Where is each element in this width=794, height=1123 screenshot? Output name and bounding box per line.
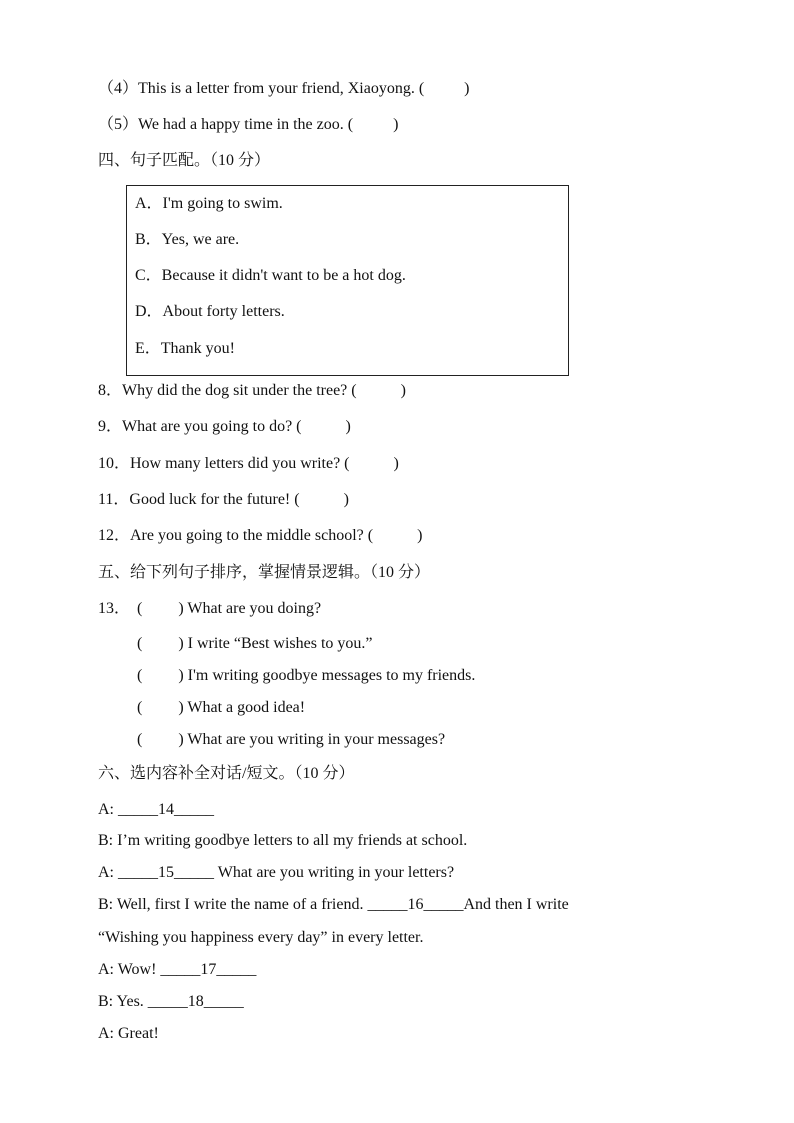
- options-box: [126, 185, 569, 376]
- option-e: E．Thank you!: [135, 340, 235, 357]
- dialogue-line: B: I’m writing goodbye letters to all my friends at school.: [98, 832, 468, 849]
- question-13-number: 13．: [98, 600, 131, 617]
- question-9: 9．What are you going to do? ( ): [98, 418, 351, 435]
- section-6-heading: 六、选内容补全对话/短文。（10 分）: [98, 765, 355, 782]
- dialogue-line: A: Great!: [98, 1025, 159, 1042]
- order-item-2: ( ) I write “Best wishes to you.”: [137, 635, 373, 652]
- section-5-heading: 五、给下列句子排序，掌握情景逻辑。（10 分）: [98, 564, 431, 581]
- question-item-5: （5）We had a happy time in the zoo. ( ): [98, 116, 399, 133]
- dialogue-line: A: _____14_____: [98, 801, 214, 818]
- order-item-1: ( ) What are you doing?: [137, 600, 322, 617]
- option-a: A．I'm going to swim.: [135, 195, 283, 212]
- option-c: C．Because it didn't want to be a hot dog.: [135, 267, 406, 284]
- option-d: D．About forty letters.: [135, 303, 285, 320]
- dialogue-line: A: Wow! _____17_____: [98, 961, 257, 978]
- dialogue-line: B: Well, first I write the name of a friend. _____16_____And then I write: [98, 896, 569, 913]
- question-8: 8．Why did the dog sit under the tree? ( ): [98, 382, 406, 399]
- dialogue-line: B: Yes. _____18_____: [98, 993, 244, 1010]
- order-item-4: ( ) What a good idea!: [137, 699, 306, 716]
- order-item-5: ( ) What are you writing in your messages?: [137, 731, 446, 748]
- question-12: 12．Are you going to the middle school? ( ): [98, 527, 423, 544]
- dialogue-line: “Wishing you happiness every day” in every letter.: [98, 929, 424, 946]
- order-item-3: ( ) I'm writing goodbye messages to my friends.: [137, 667, 476, 684]
- section-4-heading: 四、句子匹配。（10 分）: [98, 152, 271, 169]
- dialogue-line: A: _____15_____ What are you writing in your letters?: [98, 864, 455, 881]
- question-item-4: （4）This is a letter from your friend, Xiaoyong. ( ): [98, 80, 470, 97]
- question-11: 11．Good luck for the future! ( ): [98, 491, 349, 508]
- question-10: 10．How many letters did you write? ( ): [98, 455, 399, 472]
- option-b: B．Yes, we are.: [135, 231, 240, 248]
